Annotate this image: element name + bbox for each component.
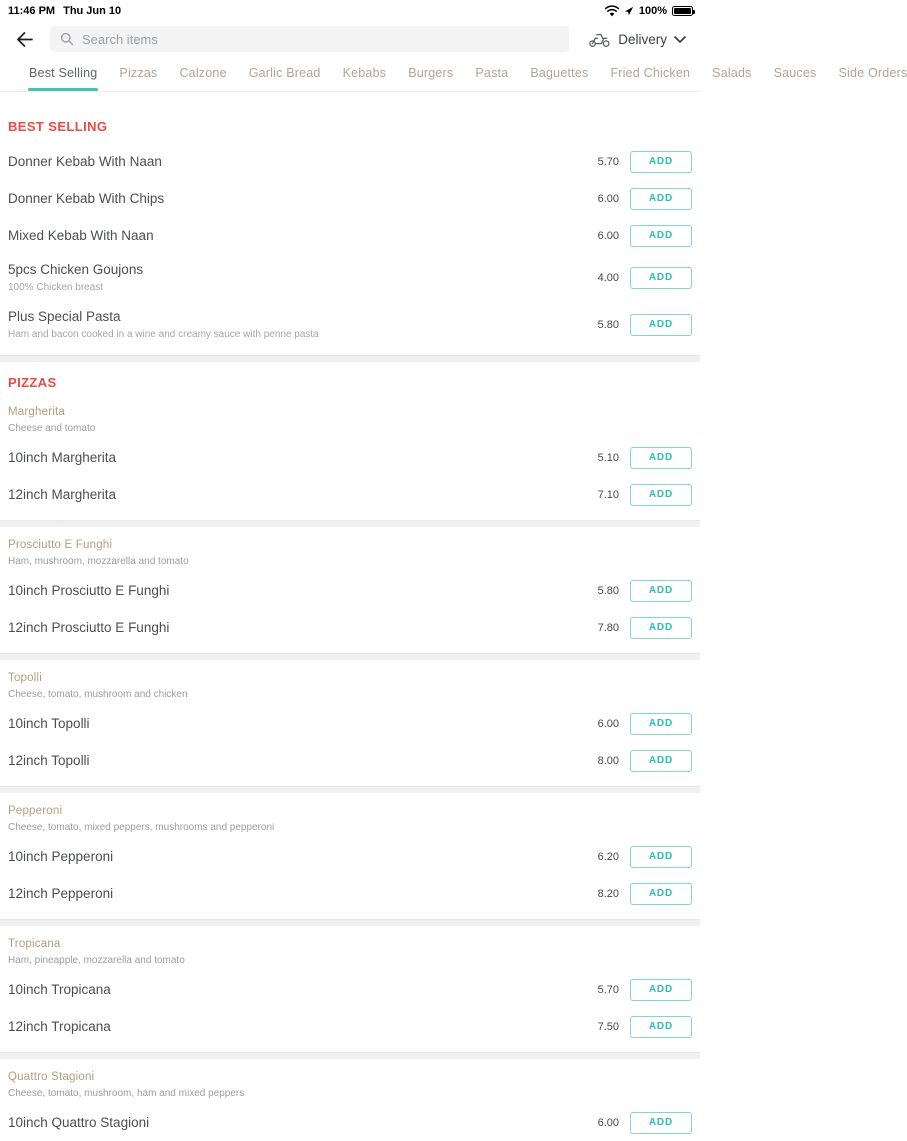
menu-item-row[interactable] bbox=[8, 254, 692, 301]
menu-item-name: 10inch Prosciutto E Funghi bbox=[8, 582, 170, 598]
menu bbox=[0, 119, 700, 1141]
menu-item-name: 10inch Topolli bbox=[8, 715, 90, 731]
menu-item-row[interactable] bbox=[8, 971, 692, 1008]
menu-item-price: 6.20 bbox=[597, 850, 619, 863]
tab-side-orders[interactable]: Side Orders bbox=[838, 66, 907, 80]
back-button[interactable] bbox=[12, 27, 37, 52]
add-button[interactable]: ADD bbox=[630, 883, 692, 905]
search-input[interactable] bbox=[82, 32, 559, 47]
menu-item-name: Plus Special Pasta bbox=[8, 308, 121, 324]
menu-item-description: 100% Chicken breast bbox=[8, 281, 104, 293]
menu-item-name: 10inch Tropicana bbox=[8, 981, 111, 997]
group-description: Ham, pineapple, mozzarella and tomato bbox=[8, 955, 185, 966]
tab-fried-chicken[interactable]: Fried Chicken bbox=[610, 66, 691, 80]
menu-item-name: 12inch Pepperoni bbox=[8, 885, 114, 901]
group-name: Tropicana bbox=[8, 938, 61, 950]
menu-section bbox=[8, 375, 692, 1141]
add-button[interactable]: ADD bbox=[630, 188, 692, 210]
section-divider bbox=[0, 520, 700, 527]
menu-item-name: 10inch Pepperoni bbox=[8, 848, 114, 864]
menu-item-text bbox=[8, 309, 319, 341]
tab-pizzas[interactable]: Pizzas bbox=[119, 66, 158, 80]
chevron-down-icon bbox=[674, 36, 686, 43]
group-header bbox=[8, 665, 692, 705]
add-button[interactable]: ADD bbox=[630, 846, 692, 868]
section-divider bbox=[0, 653, 700, 660]
add-button[interactable]: ADD bbox=[630, 151, 692, 173]
group-name: Pepperoni bbox=[8, 805, 63, 817]
section-title: PIZZAS bbox=[8, 375, 57, 390]
group-description: Cheese, tomato, mixed peppers, mushrooms and pepperoni bbox=[8, 822, 275, 833]
menu-item-row[interactable] bbox=[8, 609, 692, 646]
delivery-selector[interactable] bbox=[582, 29, 686, 50]
tab-pasta[interactable]: Pasta bbox=[475, 66, 509, 80]
menu-item-name: 10inch Quattro Stagioni bbox=[8, 1114, 150, 1130]
menu-item-row[interactable] bbox=[8, 705, 692, 742]
menu-item-name: 12inch Tropicana bbox=[8, 1018, 111, 1034]
group-name: Margherita bbox=[8, 406, 65, 418]
menu-item-row[interactable] bbox=[8, 742, 692, 779]
menu-item-price: 7.50 bbox=[597, 1020, 619, 1033]
menu-item-text bbox=[8, 487, 116, 503]
menu-item-row[interactable] bbox=[8, 476, 692, 513]
add-button[interactable]: ADD bbox=[630, 225, 692, 247]
tab-baguettes[interactable]: Baguettes bbox=[530, 66, 589, 80]
group-name: Topolli bbox=[8, 672, 43, 684]
menu-item-name: Donner Kebab With Naan bbox=[8, 153, 162, 169]
add-button[interactable]: ADD bbox=[630, 1112, 692, 1134]
add-button[interactable]: ADD bbox=[630, 713, 692, 735]
group-name: Quattro Stagioni bbox=[8, 1071, 95, 1083]
menu-item-text bbox=[8, 228, 154, 244]
group-header bbox=[8, 798, 692, 838]
tab-garlic-bread[interactable]: Garlic Bread bbox=[248, 66, 321, 80]
status-time: 11:46 PM bbox=[8, 5, 56, 17]
menu-item-row[interactable] bbox=[8, 180, 692, 217]
wifi-icon bbox=[605, 6, 619, 17]
group-name: Prosciutto E Funghi bbox=[8, 539, 113, 551]
tab-best-selling[interactable]: Best Selling bbox=[29, 66, 97, 91]
search-icon bbox=[60, 32, 74, 46]
section-title: BEST SELLING bbox=[8, 119, 108, 134]
menu-item-price: 4.00 bbox=[597, 271, 619, 284]
location-arrow-icon bbox=[624, 6, 634, 16]
tab-sauces[interactable]: Sauces bbox=[773, 66, 817, 80]
menu-item-text bbox=[8, 982, 111, 998]
menu-item-text bbox=[8, 753, 90, 769]
status-bar bbox=[0, 0, 700, 20]
battery-icon bbox=[672, 6, 693, 16]
menu-item-name: Donner Kebab With Chips bbox=[8, 190, 165, 206]
section-divider bbox=[0, 786, 700, 793]
group-description: Cheese and tomato bbox=[8, 423, 96, 434]
menu-item-price: 6.00 bbox=[597, 717, 619, 730]
battery-percent: 100% bbox=[638, 5, 667, 17]
group-header bbox=[8, 1064, 692, 1104]
menu-item-text bbox=[8, 716, 90, 732]
menu-item-price: 7.10 bbox=[597, 488, 619, 501]
menu-item-row[interactable] bbox=[8, 143, 692, 180]
add-button[interactable]: ADD bbox=[630, 314, 692, 336]
group-header bbox=[8, 931, 692, 971]
tab-kebabs[interactable]: Kebabs bbox=[342, 66, 387, 80]
add-button[interactable]: ADD bbox=[630, 617, 692, 639]
menu-item-name: 12inch Margherita bbox=[8, 486, 117, 502]
menu-item-row[interactable] bbox=[8, 1008, 692, 1045]
menu-item-price: 6.00 bbox=[597, 192, 619, 205]
menu-item-price: 8.20 bbox=[597, 887, 619, 900]
menu-item-price: 5.70 bbox=[597, 155, 619, 168]
menu-item-row[interactable] bbox=[8, 217, 692, 254]
menu-item-name: 12inch Prosciutto E Funghi bbox=[8, 619, 170, 635]
menu-item-text bbox=[8, 620, 169, 636]
group-header bbox=[8, 532, 692, 572]
status-date: Thu Jun 10 bbox=[63, 5, 122, 17]
menu-item-text bbox=[8, 849, 113, 865]
menu-item-row[interactable] bbox=[8, 301, 692, 348]
add-button[interactable]: ADD bbox=[630, 447, 692, 469]
add-button[interactable]: ADD bbox=[630, 267, 692, 289]
menu-item-text bbox=[8, 886, 113, 902]
menu-item-price: 5.10 bbox=[597, 451, 619, 464]
menu-item-description: Ham and bacon cooked in a wine and creamy sauce with penne pasta bbox=[8, 328, 319, 340]
menu-item-name: 5pcs Chicken Goujons bbox=[8, 261, 144, 277]
menu-item-price: 5.80 bbox=[597, 318, 619, 331]
add-button[interactable]: ADD bbox=[630, 580, 692, 602]
menu-item-row[interactable] bbox=[8, 572, 692, 609]
menu-item-price: 8.00 bbox=[597, 754, 619, 767]
group-header bbox=[8, 399, 692, 439]
menu-item-text bbox=[8, 583, 169, 599]
section-divider bbox=[0, 355, 700, 362]
group-description: Cheese, tomato, mushroom and chicken bbox=[8, 689, 188, 700]
menu-item-text bbox=[8, 262, 143, 294]
nav-bar bbox=[0, 20, 700, 58]
group-description: Cheese, tomato, mushroom, ham and mixed peppers bbox=[8, 1088, 245, 1099]
menu-item-name: 12inch Topolli bbox=[8, 752, 90, 768]
menu-item-text bbox=[8, 450, 116, 466]
menu-item-name: Mixed Kebab With Naan bbox=[8, 227, 154, 243]
menu-item-row[interactable] bbox=[8, 838, 692, 875]
menu-item-price: 6.00 bbox=[597, 1116, 619, 1129]
menu-item-text bbox=[8, 1019, 111, 1035]
scooter-icon bbox=[588, 31, 611, 48]
add-button[interactable]: ADD bbox=[630, 979, 692, 1001]
menu-item-name: 10inch Margherita bbox=[8, 449, 117, 465]
menu-item-price: 5.70 bbox=[597, 983, 619, 996]
menu-item-row[interactable] bbox=[8, 1104, 692, 1141]
menu-item-text bbox=[8, 191, 164, 207]
add-button[interactable]: ADD bbox=[630, 484, 692, 506]
menu-item-text bbox=[8, 1115, 149, 1131]
menu-item-text bbox=[8, 154, 162, 170]
tab-calzone[interactable]: Calzone bbox=[179, 66, 227, 80]
menu-item-row[interactable] bbox=[8, 875, 692, 912]
tab-burgers[interactable]: Burgers bbox=[408, 66, 454, 80]
tab-bar bbox=[0, 58, 907, 92]
group-description: Ham, mushroom, mozzarella and tomato bbox=[8, 556, 189, 567]
menu-item-price: 5.80 bbox=[597, 584, 619, 597]
back-arrow-icon bbox=[14, 29, 35, 50]
delivery-label: Delivery bbox=[618, 31, 667, 47]
tab-salads[interactable]: Salads bbox=[712, 66, 752, 80]
search-box[interactable] bbox=[50, 26, 569, 52]
menu-item-price: 7.80 bbox=[597, 621, 619, 634]
section-divider bbox=[0, 919, 700, 926]
section-divider bbox=[0, 1052, 700, 1059]
menu-item-price: 6.00 bbox=[597, 229, 619, 242]
menu-section bbox=[8, 119, 692, 348]
add-button[interactable]: ADD bbox=[630, 750, 692, 772]
add-button[interactable]: ADD bbox=[630, 1016, 692, 1038]
menu-item-row[interactable] bbox=[8, 439, 692, 476]
